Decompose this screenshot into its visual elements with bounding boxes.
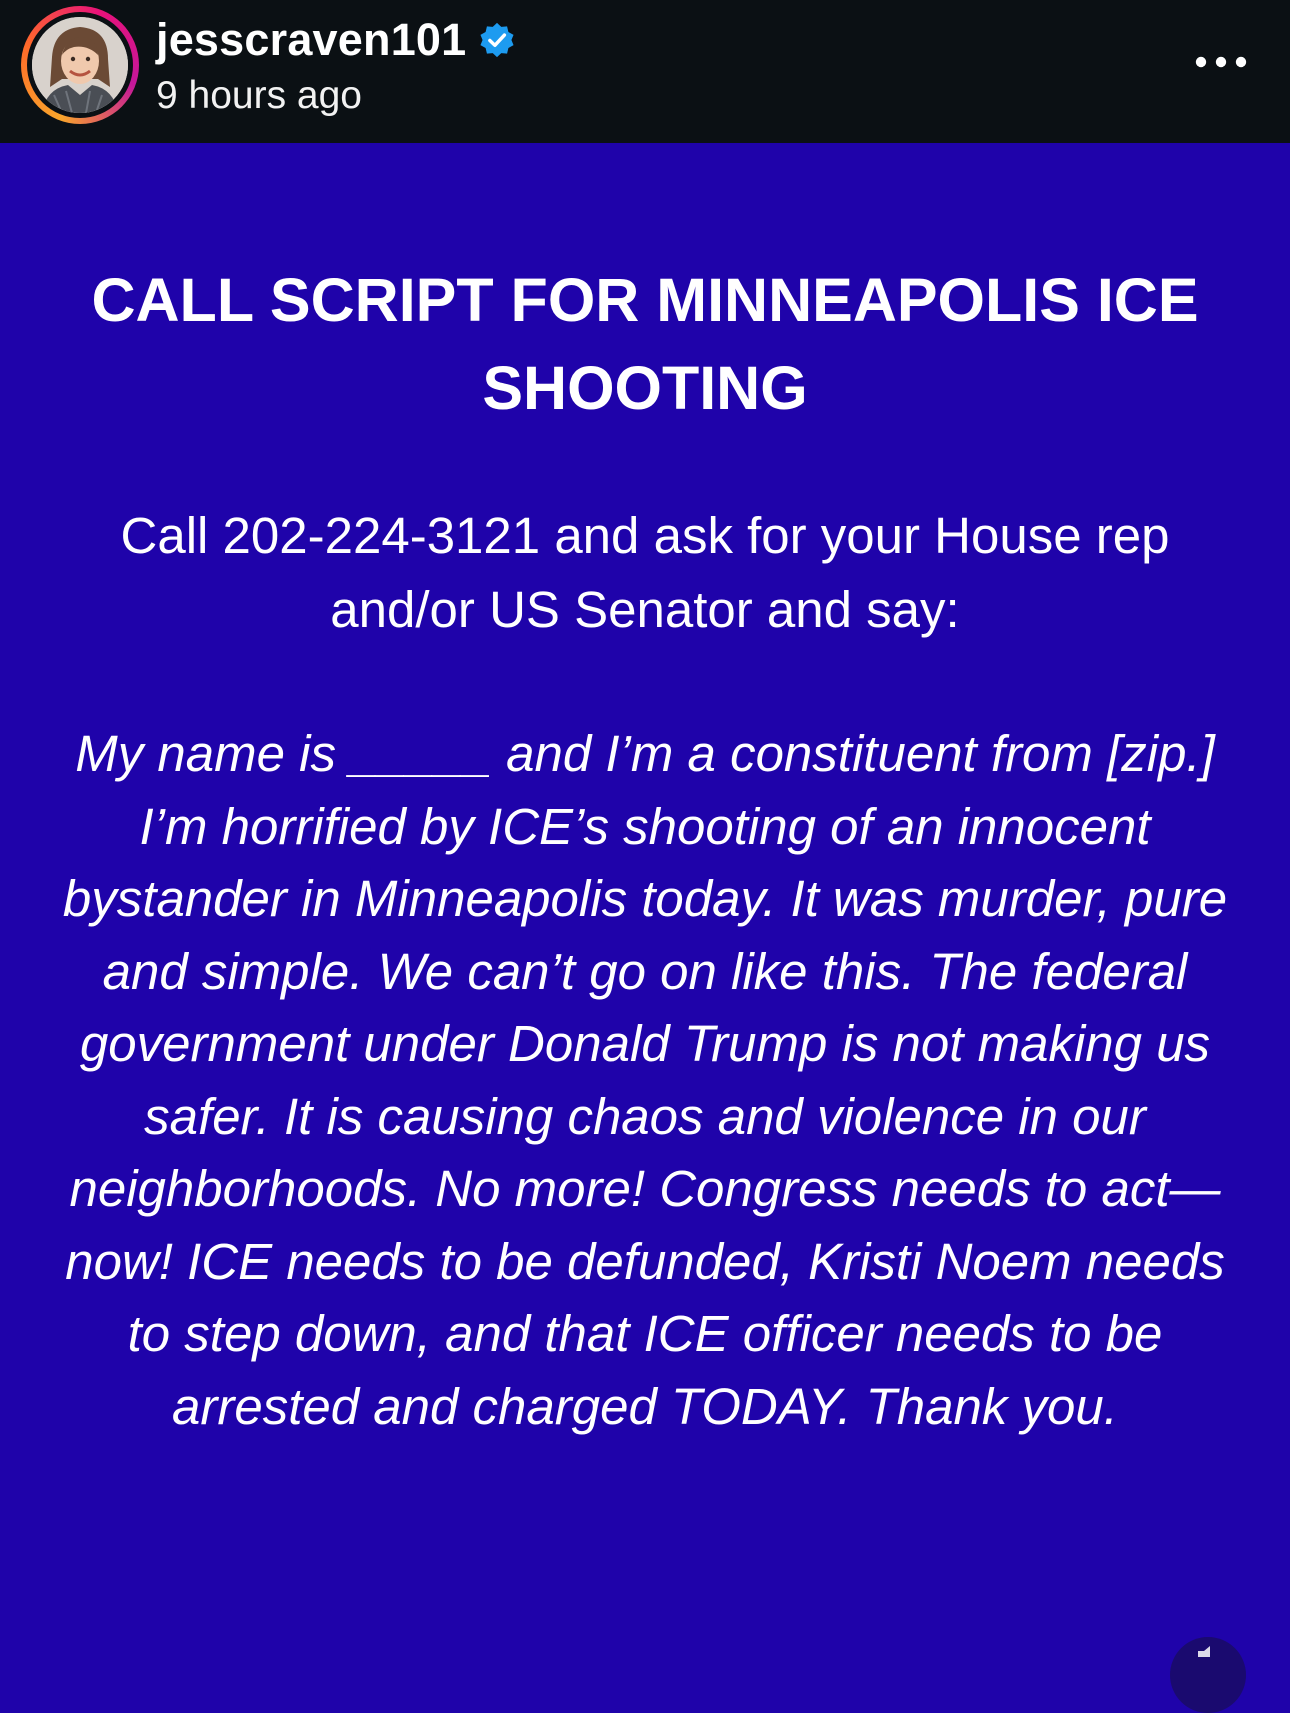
sound-toggle-button[interactable] [1170, 1637, 1246, 1713]
post-header [0, 0, 1290, 143]
verified-badge-icon [478, 21, 516, 59]
username-row [156, 12, 516, 68]
story-ring[interactable] [21, 6, 139, 124]
speaker-icon [1194, 1645, 1222, 1657]
avatar-image [32, 17, 128, 113]
avatar[interactable] [32, 17, 128, 113]
call-script: My name is _____ and I’m a constituent from [zip.] I’m horrified by ICE’s shooting of an innocent bystander in Minneapolis today. It was murder, pure and simple. We can’t go on like this. The federal government under Donald Trump is not making us safer. It is causing chaos and violence in our neighborhoods. No more! Congress needs to act—now! ICE needs to be defunded, Kristi Noem needs to step down, and that ICE officer needs to be arrested and charged TODAY. Thank you. [62, 725, 1228, 1435]
more-options-icon[interactable] [1194, 50, 1248, 74]
post-image[interactable] [0, 143, 1290, 1661]
post-title: CALL SCRIPT FOR MINNEAPOLIS ICE SHOOTING [91, 266, 1199, 422]
call-instructions: Call 202-224-3121 and ask for your House rep and/or US Senator and say: [120, 507, 1170, 638]
username[interactable]: jesscraven101 [156, 14, 467, 65]
post-timestamp: 9 hours ago [156, 74, 362, 117]
